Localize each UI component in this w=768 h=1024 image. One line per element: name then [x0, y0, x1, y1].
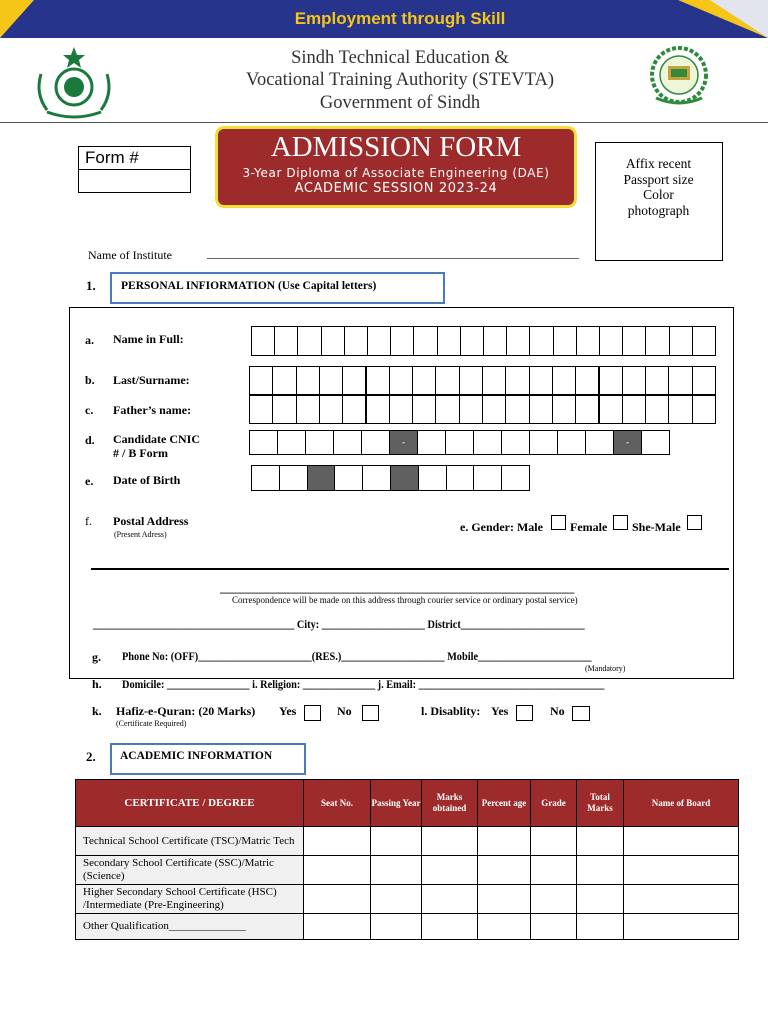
- gender-shemale-checkbox[interactable]: [687, 515, 702, 530]
- col-marks-obtained: Marks obtained: [422, 780, 478, 827]
- char-box[interactable]: [361, 430, 390, 455]
- cnic-label-line1: Candidate CNIC: [113, 432, 201, 446]
- correspondence-note: Correspondence will be made on this address through courier service or ordinary postal service): [232, 595, 578, 605]
- academic-cell[interactable]: [371, 885, 422, 914]
- cnic-dash-box: -: [389, 430, 418, 455]
- char-box[interactable]: [459, 366, 483, 395]
- char-box[interactable]: [319, 395, 343, 424]
- form-number-field[interactable]: [80, 171, 188, 190]
- academic-cell[interactable]: [371, 827, 422, 856]
- org-name-line2: Vocational Training Authority (STEVTA): [245, 70, 555, 90]
- city-district-line[interactable]: _______________________________________ City: ____________________ District________________________: [93, 617, 585, 631]
- academic-cell[interactable]: [422, 827, 478, 856]
- char-box[interactable]: [417, 430, 446, 455]
- banner-title: Employment through Skill: [294, 9, 506, 28]
- char-box[interactable]: [249, 366, 273, 395]
- photo-line2: Passport size: [623, 171, 694, 187]
- academic-cell[interactable]: [531, 856, 577, 885]
- mobile-mandatory-note: (Mandatory): [585, 664, 626, 673]
- institute-label: Name of Institute: [88, 248, 172, 262]
- phone-line[interactable]: Phone No: (OFF)______________________(RES.)____________________ Mobile______________________: [122, 649, 592, 663]
- char-box[interactable]: [529, 430, 558, 455]
- col-certificate: CERTIFICATE / DEGREE: [76, 780, 304, 827]
- address-line-2[interactable]: ________________________________________________________________________: [220, 581, 575, 595]
- father-name-boxes[interactable]: [249, 395, 715, 424]
- char-box[interactable]: [622, 326, 646, 356]
- hafiz-yes-label: Yes: [279, 704, 297, 718]
- academic-row: [76, 914, 739, 940]
- header-divider: [0, 122, 768, 123]
- academic-cell[interactable]: [422, 856, 478, 885]
- col-total-marks: Total Marks: [577, 780, 624, 827]
- academic-row: [76, 827, 739, 856]
- char-box[interactable]: [692, 366, 716, 395]
- char-box[interactable]: [296, 366, 320, 395]
- char-box[interactable]: [460, 326, 484, 356]
- cnic-label-line2: # / B Form: [113, 446, 168, 460]
- char-box[interactable]: [622, 395, 646, 424]
- academic-cell[interactable]: [478, 827, 531, 856]
- dob-label: Date of Birth: [113, 473, 181, 487]
- char-box[interactable]: [445, 430, 474, 455]
- char-box[interactable]: [552, 395, 576, 424]
- char-box[interactable]: [645, 395, 669, 424]
- hafiz-yes-checkbox[interactable]: [304, 705, 321, 721]
- char-box[interactable]: [251, 465, 280, 491]
- academic-cell[interactable]: [422, 885, 478, 914]
- academic-cell[interactable]: [371, 856, 422, 885]
- char-box[interactable]: [473, 430, 502, 455]
- char-box[interactable]: [446, 465, 475, 491]
- academic-row-label: Higher Secondary School Certificate (HSC) /Intermediate (Pre-Engineering): [76, 885, 304, 914]
- char-box[interactable]: [529, 326, 553, 356]
- char-box[interactable]: [473, 465, 502, 491]
- char-box[interactable]: [529, 366, 553, 395]
- char-box[interactable]: [297, 326, 321, 356]
- academic-cell[interactable]: [422, 914, 478, 940]
- academic-row-label: Technical School Certificate (TSC)/Matric Tech: [76, 827, 304, 856]
- section2-number: 2.: [86, 749, 96, 764]
- char-box[interactable]: [334, 465, 363, 491]
- char-box[interactable]: [413, 326, 437, 356]
- char-box[interactable]: [641, 430, 670, 455]
- photo-instructions: [595, 156, 722, 218]
- photo-line4: photograph: [627, 202, 690, 218]
- col-board: Name of Board: [624, 780, 739, 827]
- academic-cell[interactable]: [478, 885, 531, 914]
- academic-cell[interactable]: [531, 914, 577, 940]
- org-name-line1: Sindh Technical Education &: [291, 48, 509, 68]
- char-box[interactable]: [668, 366, 692, 395]
- section1-number: 1.: [86, 278, 96, 293]
- form-number-label: Form #: [85, 148, 139, 167]
- char-box[interactable]: [272, 395, 296, 424]
- gender-male-checkbox[interactable]: [551, 515, 566, 530]
- char-box[interactable]: [366, 366, 390, 395]
- char-box[interactable]: [669, 326, 693, 356]
- char-box[interactable]: [553, 326, 577, 356]
- char-box[interactable]: [321, 326, 345, 356]
- academic-table: [75, 779, 739, 940]
- academic-cell[interactable]: [624, 856, 739, 885]
- char-box[interactable]: [333, 430, 362, 455]
- form-title: ADMISSION FORM: [270, 131, 522, 163]
- char-box[interactable]: [390, 326, 414, 356]
- cnic-dash-box: -: [613, 430, 642, 455]
- char-box[interactable]: [305, 430, 334, 455]
- char-box[interactable]: [412, 366, 436, 395]
- hafiz-no-checkbox[interactable]: [362, 705, 379, 721]
- char-box[interactable]: [483, 326, 507, 356]
- item-b-letter: b.: [85, 373, 95, 387]
- cnic-boxes[interactable]: [249, 430, 669, 455]
- char-box[interactable]: [344, 326, 368, 356]
- disability-label: l. Disablity:: [421, 704, 481, 718]
- surname-boxes[interactable]: [249, 366, 715, 395]
- section1-title: PERSONAL INFIORMATION (Use Capital letters): [121, 280, 377, 292]
- char-box[interactable]: [575, 366, 599, 395]
- char-box[interactable]: [277, 430, 306, 455]
- academic-cell[interactable]: [304, 827, 371, 856]
- col-seat-no: Seat No.: [304, 780, 371, 827]
- char-box[interactable]: [645, 366, 669, 395]
- section2-title: ACADEMIC INFORMATION: [120, 750, 273, 762]
- char-box[interactable]: [505, 366, 529, 395]
- gender-label: e. Gender: Male: [460, 520, 543, 534]
- char-box[interactable]: [251, 326, 275, 356]
- char-box[interactable]: [367, 326, 391, 356]
- item-f-letter: f.: [85, 514, 92, 528]
- surname-label: Last/Surname:: [113, 373, 190, 387]
- col-passing-year: Passing Year: [371, 780, 422, 827]
- photo-line1: Affix recent: [625, 156, 692, 171]
- char-box[interactable]: [692, 326, 716, 356]
- academic-cell[interactable]: [577, 827, 624, 856]
- char-box[interactable]: [501, 465, 530, 491]
- academic-row: [76, 856, 739, 885]
- gender-shemale-label: She-Male: [632, 520, 681, 534]
- address-line-1[interactable]: [91, 568, 729, 570]
- institute-field[interactable]: ______________________________________________________________: [207, 246, 579, 260]
- disability-yes-label: Yes: [491, 704, 509, 718]
- form-number-divider: [78, 169, 190, 170]
- char-box[interactable]: [249, 395, 273, 424]
- char-box[interactable]: [692, 395, 716, 424]
- item-k-letter: k.: [92, 704, 102, 718]
- char-box[interactable]: [296, 395, 320, 424]
- separator-box: [390, 465, 419, 491]
- char-box[interactable]: [575, 395, 599, 424]
- char-box[interactable]: [342, 395, 366, 424]
- item-a-letter: a.: [85, 333, 94, 347]
- char-box[interactable]: [418, 465, 447, 491]
- char-box[interactable]: [459, 395, 483, 424]
- char-box[interactable]: [412, 395, 436, 424]
- domicile-religion-email-line[interactable]: Domicile: ________________ i. Religion: ______________ j. Email: ____________________________________: [122, 677, 605, 691]
- name-full-label: Name in Full:: [113, 332, 184, 346]
- char-box[interactable]: [389, 395, 413, 424]
- char-box[interactable]: [505, 395, 529, 424]
- char-box[interactable]: [668, 395, 692, 424]
- char-box[interactable]: [362, 465, 391, 491]
- col-grade: Grade: [531, 780, 577, 827]
- char-box[interactable]: [501, 430, 530, 455]
- hafiz-label: Hafiz-e-Quran: (20 Marks): [116, 704, 256, 718]
- char-box[interactable]: [529, 395, 553, 424]
- photo-line3: Color: [643, 187, 674, 202]
- item-e-letter: e.: [85, 474, 94, 488]
- char-box[interactable]: [506, 326, 530, 356]
- academic-row-label: Other Qualification______________: [76, 914, 304, 940]
- char-box[interactable]: [585, 430, 614, 455]
- hafiz-no-label: No: [337, 704, 352, 718]
- academic-row: [76, 885, 739, 914]
- char-box[interactable]: [599, 326, 623, 356]
- item-d-letter: d.: [85, 433, 95, 447]
- academic-cell[interactable]: [304, 885, 371, 914]
- item-g-letter: g.: [92, 650, 101, 664]
- name-full-boxes[interactable]: [251, 326, 715, 356]
- academic-row-label: Secondary School Certificate (SSC)/Matric (Science): [76, 856, 304, 885]
- char-box[interactable]: [435, 395, 459, 424]
- academic-cell[interactable]: [478, 914, 531, 940]
- father-name-label: Father’s name:: [113, 403, 192, 417]
- postal-address-label: Postal Address: [113, 514, 189, 528]
- academic-cell[interactable]: [577, 856, 624, 885]
- char-box[interactable]: [342, 366, 366, 395]
- char-box[interactable]: [249, 430, 278, 455]
- char-box[interactable]: [599, 366, 623, 395]
- gender-female-checkbox[interactable]: [613, 515, 628, 530]
- char-box[interactable]: [622, 366, 646, 395]
- gender-female-label: Female: [570, 520, 608, 534]
- academic-cell[interactable]: [531, 885, 577, 914]
- disability-yes-checkbox[interactable]: [516, 705, 533, 721]
- char-box[interactable]: [645, 326, 669, 356]
- char-box[interactable]: [389, 366, 413, 395]
- academic-cell[interactable]: [371, 914, 422, 940]
- separator-box: [307, 465, 336, 491]
- academic-table-header: [76, 780, 739, 827]
- disability-no-checkbox[interactable]: [572, 706, 590, 721]
- postal-address-note: (Present Adress): [114, 530, 167, 539]
- char-box[interactable]: [435, 366, 459, 395]
- char-box[interactable]: [557, 430, 586, 455]
- academic-cell[interactable]: [577, 885, 624, 914]
- academic-cell[interactable]: [577, 914, 624, 940]
- academic-cell[interactable]: [531, 827, 577, 856]
- sindh-government-logo: [33, 44, 115, 119]
- academic-cell[interactable]: [304, 856, 371, 885]
- hafiz-note: (Certificate Required): [116, 719, 187, 728]
- char-box[interactable]: [437, 326, 461, 356]
- char-box[interactable]: [279, 465, 308, 491]
- disability-no-label: No: [550, 704, 565, 718]
- session-subtitle: ACADEMIC SESSION 2023-24: [294, 181, 498, 196]
- program-subtitle: 3-Year Diploma of Associate Engineering (DAE): [242, 166, 550, 180]
- char-box[interactable]: [576, 326, 600, 356]
- dob-boxes[interactable]: [251, 465, 529, 491]
- char-box[interactable]: [599, 395, 623, 424]
- char-box[interactable]: [482, 395, 506, 424]
- academic-cell[interactable]: [624, 827, 739, 856]
- item-c-letter: c.: [85, 403, 94, 417]
- academic-cell[interactable]: [624, 885, 739, 914]
- char-box[interactable]: [274, 326, 298, 356]
- col-percentage: Percent age: [478, 780, 531, 827]
- academic-cell[interactable]: [478, 856, 531, 885]
- char-box[interactable]: [482, 366, 506, 395]
- char-box[interactable]: [366, 395, 390, 424]
- char-box[interactable]: [272, 366, 296, 395]
- char-box[interactable]: [319, 366, 343, 395]
- academic-cell[interactable]: [624, 914, 739, 940]
- academic-cell[interactable]: [304, 914, 371, 940]
- org-name-line3: Government of Sindh: [319, 93, 481, 113]
- item-h-letter: h.: [92, 677, 102, 691]
- char-box[interactable]: [552, 366, 576, 395]
